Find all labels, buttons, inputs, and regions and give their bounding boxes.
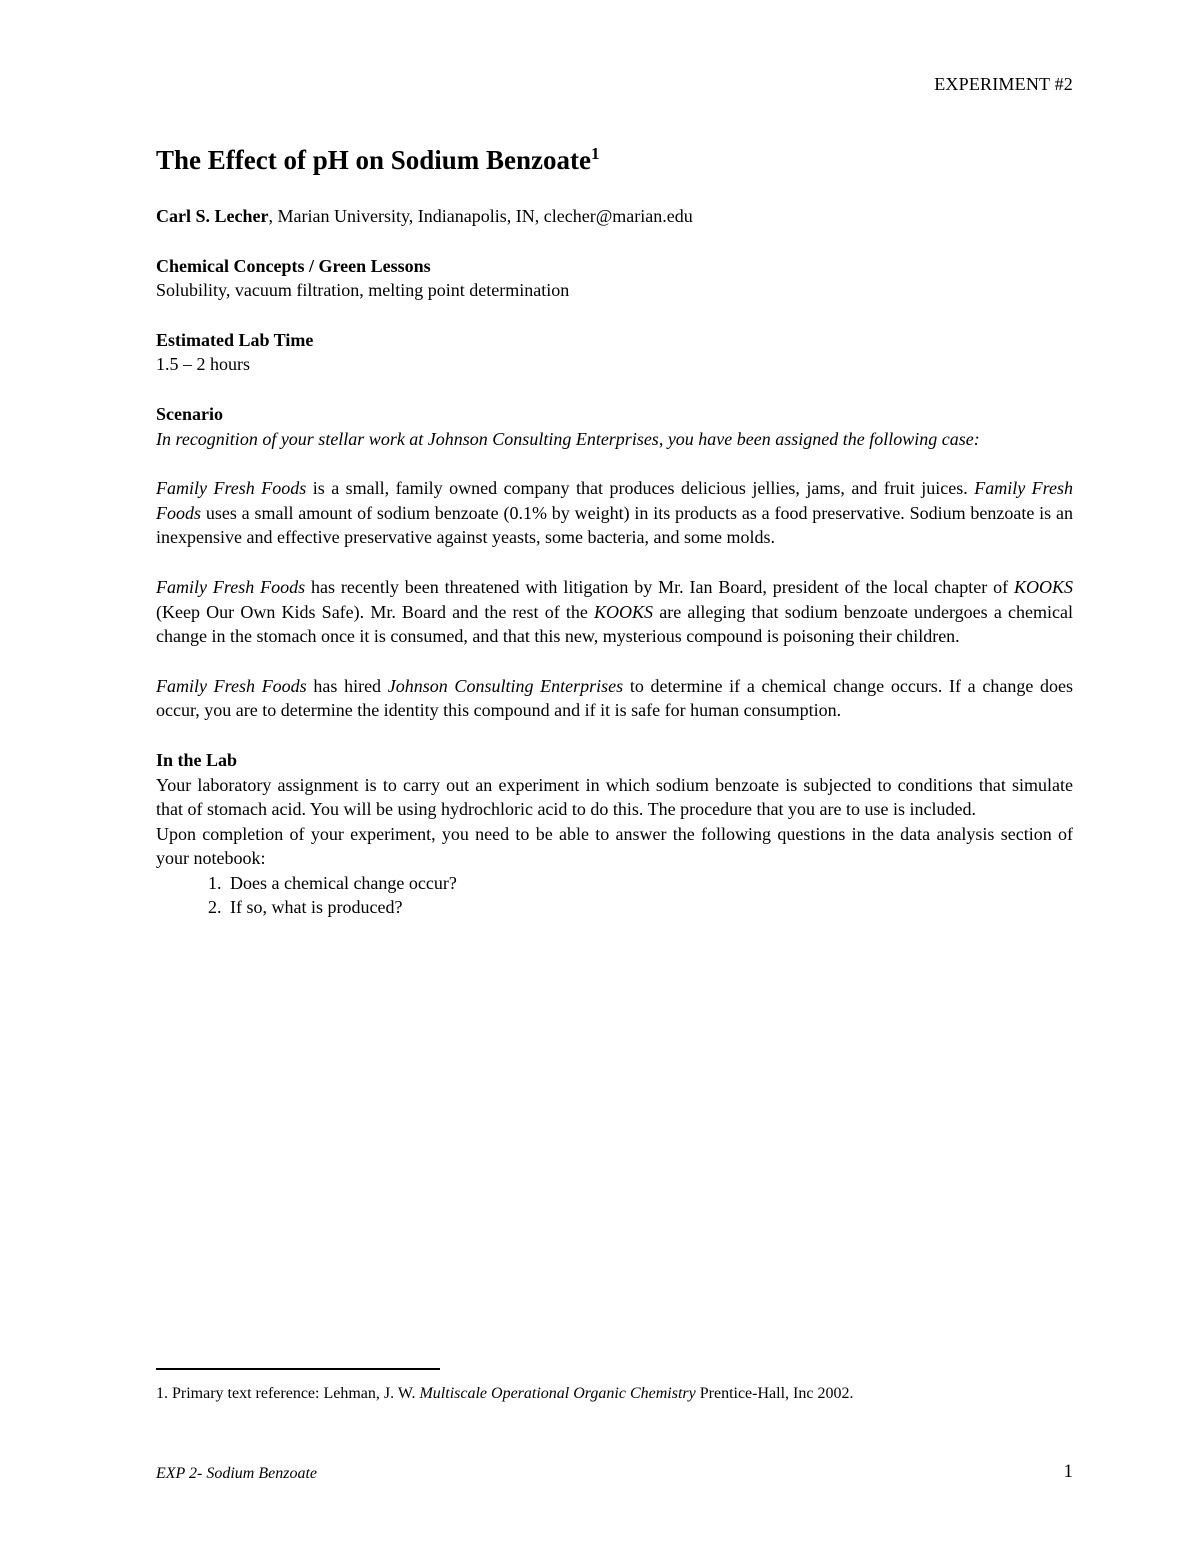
footnote-divider [156, 1368, 440, 1370]
paragraph-text: (Keep Our Own Kids Safe). Mr. Board and the rest of the [156, 601, 595, 622]
organization-name: KOOKS [1014, 576, 1074, 597]
author-line [156, 204, 1073, 229]
author-name: Carl S. Lecher [156, 206, 269, 226]
in-the-lab-paragraph-1: Your laboratory assignment is to carry out an experiment in which sodium benzoate is subjected to conditions that simulate that of stomach acid. You will be using hydrochloric acid to do this. The procedure that you are to use is included. [156, 774, 1073, 820]
footnote-text: Prentice-Hall, Inc 2002. [695, 1385, 854, 1402]
lab-time-text: 1.5 – 2 hours [156, 354, 250, 375]
paragraph-text: are alleging that sodium benzoate undergoes a chemical change in the stomach once it is consumed, and that this new, mysterious compound is poisoning their children. [156, 601, 1073, 647]
book-title: Multiscale Operational Organic Chemistry [419, 1385, 696, 1402]
scenario-heading: Scenario [156, 403, 223, 424]
paragraph-text: has hired [306, 675, 388, 696]
main-content [156, 140, 1073, 920]
company-name: Family Fresh Foods [156, 478, 307, 499]
concepts-text: Solubility, vacuum filtration, melting point determination [156, 280, 570, 301]
scenario-paragraph-3 [156, 674, 1073, 723]
company-name: Family Fresh Foods [156, 576, 306, 597]
document-title [156, 140, 1073, 180]
questions-list [156, 871, 1073, 920]
footnote [156, 1383, 853, 1405]
list-item: 2. If so, what is produced? [226, 895, 1073, 920]
scenario-paragraph-2 [156, 575, 1073, 649]
scenario-intro: In recognition of your stellar work at Johnson Consulting Enterprises, you have been assigned the following case: [156, 428, 980, 449]
paragraph-text: has recently been threatened with litigation by Mr. Ian Board, president of the local chapter of [305, 576, 1014, 597]
list-item: 1. Does a chemical change occur? [226, 871, 1073, 896]
footnote-text: Primary text reference: Lehman, J. W. [168, 1385, 420, 1402]
author-affiliation: , Marian University, Indianapolis, IN, clecher@marian.edu [268, 206, 693, 226]
page-number: 1 [1063, 1461, 1073, 1482]
consultant-name: Johnson Consulting Enterprises [387, 675, 624, 696]
in-the-lab-paragraph-2: Upon completion of your experiment, you need to be able to answer the following questions in the data analysis section of your notebook: [156, 823, 1073, 869]
running-head: EXPERIMENT #2 [934, 74, 1073, 94]
paragraph-text: is a small, family owned company that produces delicious jellies, jams, and fruit juices. [306, 478, 975, 499]
concepts-heading: Chemical Concepts / Green Lessons [156, 255, 431, 276]
paragraph-text: uses a small amount of sodium benzoate (0.1% by weight) in its products as a food preservative. Sodium benzoate is an inexpensive and effective preservative against yeasts, some bacteria, and some molds. [156, 502, 1073, 548]
organization-name: KOOKS [594, 601, 654, 622]
title-footnote-mark: 1 [591, 144, 600, 163]
lab-time-heading: Estimated Lab Time [156, 329, 314, 350]
company-name: Family Fresh Foods [156, 675, 307, 696]
company-name: Family Fresh Foods [156, 478, 1074, 523]
in-the-lab-heading: In the Lab [156, 749, 238, 770]
scenario-paragraph-1 [156, 476, 1073, 550]
footnote-number: 1. [156, 1385, 168, 1402]
paragraph-text: to determine if a chemical change occurs. If a change does occur, you are to determine the identity this compound and if it is safe for human consumption. [156, 675, 1074, 721]
footer-title: EXP 2- Sodium Benzoate [156, 1465, 318, 1482]
title-text: The Effect of pH on Sodium Benzoate [156, 145, 591, 175]
